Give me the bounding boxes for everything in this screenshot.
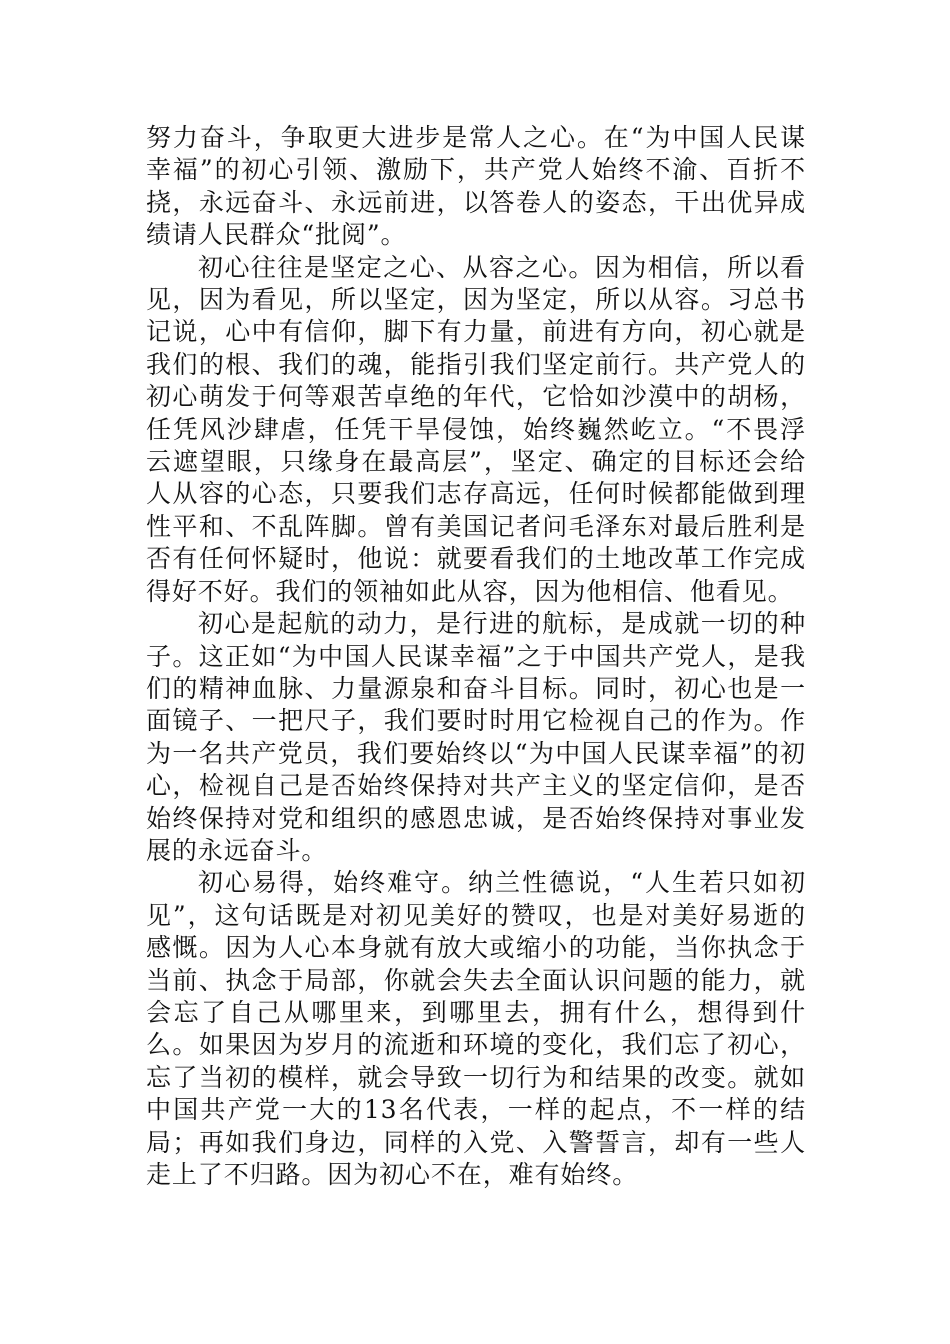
paragraph-2: 初心往往是坚定之心、从容之心。因为相信，所以看见，因为看见，所以坚定，因为坚定，所以从容。习总书记说，心中有信仰，脚下有力量，前进有方向，初心就是我们的根、我们的魂，能指引我们坚定前行。共产党人的初心萌发于何等艰苦卓绝的年代，它恰如沙漠中的胡杨，任凭风沙肆虐，任凭干旱侵蚀，始终巍然屹立。“不畏浮云遮望眼，只缘身在最高层”，坚定、确定的目标还会给人从容的心态，只要我们志存高远，任何时候都能做到理性平和、不乱阵脚。曾有美国记者问毛泽东对最后胜利是否有任何怀疑时，他说：就要看我们的土地改革工作完成得好不好。我们的领袖如此从容，因为他相信、他看见。 [146,252,806,606]
paragraph-3: 初心是起航的动力，是行进的航标，是成就一切的种子。这正如“为中国人民谋幸福”之于中国共产党人，是我们的精神血脉、力量源泉和奋斗目标。同时，初心也是一面镜子、一把尺子，我们要时时用它检视自己的作为。作为一名共产党员，我们要始终以“为中国人民谋幸福”的初心，检视自己是否始终保持对共产主义的坚定信仰，是否始终保持对党和组织的感恩忠诚，是否始终保持对事业发展的永远奋斗。 [146,609,806,865]
paragraph-4: 初心易得，始终难守。纳兰性德说，“人生若只如初见”，这句话既是对初见美好的赞叹，也是对美好易逝的感慨。因为人心本身就有放大或缩小的功能，当你执念于当前、执念于局部，你就会失去全面认识问题的能力，就会忘了自己从哪里来，到哪里去，拥有什么，想得到什么。如果因为岁月的流逝和环境的变化，我们忘了初心，忘了当初的模样，就会导致一切行为和结果的改变。就如中国共产党一大的13名代表，一样的起点，不一样的结局；再如我们身边，同样的入党、入警誓言，却有一些人走上了不归路。因为初心不在，难有始终。 [146,868,806,1189]
paragraph-1: 努力奋斗，争取更大进步是常人之心。在“为中国人民谋幸福”的初心引领、激励下，共产党人始终不渝、百折不挠，永远奋斗、永远前进，以答卷人的姿态，干出优异成绩请人民群众“批阅”。 [146,123,806,250]
document-body [146,122,806,1191]
